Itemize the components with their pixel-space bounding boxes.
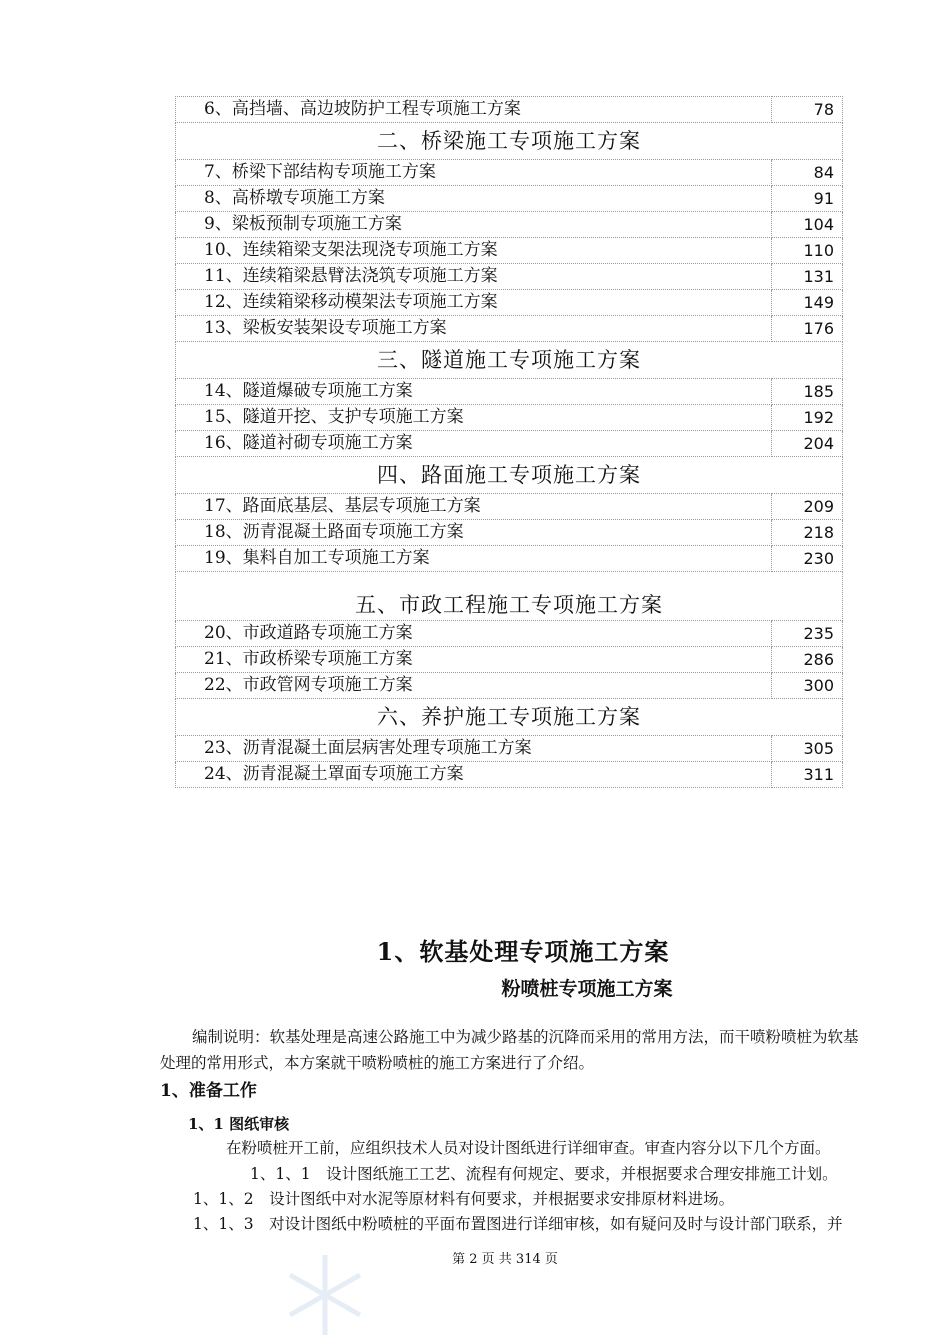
toc-entry-page: 209 xyxy=(772,494,843,520)
toc-row xyxy=(176,546,843,572)
toc-entry-title: 20、市政道路专项施工方案 xyxy=(176,621,772,647)
intro-paragraph: 编制说明：软基处理是高速公路施工中为减少路基的沉降而采用的常用方法，而干喷粉喷桩为软基处理的常用形式，本方案就干喷粉喷桩的施工方案进行了介绍。 xyxy=(160,1028,859,1072)
toc-row xyxy=(176,160,843,186)
heading-level2: 1、1 图纸审核 xyxy=(188,1115,290,1133)
toc-entry-title: 12、连续箱梁移动模架法专项施工方案 xyxy=(176,290,772,316)
toc-row xyxy=(176,621,843,647)
toc-row xyxy=(176,520,843,546)
toc-row xyxy=(176,431,843,457)
toc-entry-page: 230 xyxy=(772,546,843,572)
toc-row xyxy=(176,264,843,290)
toc-row xyxy=(176,673,843,699)
toc-table xyxy=(175,96,843,788)
toc-entry-title: 15、隧道开挖、支护专项施工方案 xyxy=(176,405,772,431)
toc-row xyxy=(176,405,843,431)
body-line: 1、1、3 对设计图纸中粉喷桩的平面布置图进行详细审核，如有疑问及时与设计部门联系，并 xyxy=(193,1215,843,1233)
toc-row xyxy=(176,379,843,405)
heading-level1: 1、准备工作 xyxy=(160,1081,257,1101)
toc-entry-page: 110 xyxy=(772,238,843,264)
toc-entry-page: 305 xyxy=(772,736,843,762)
toc-section-row xyxy=(176,123,843,160)
toc-section-heading: 六、养护施工专项施工方案 xyxy=(176,699,843,736)
toc-entry-title: 13、梁板安装架设专项施工方案 xyxy=(176,316,772,342)
toc-entry-page: 149 xyxy=(772,290,843,316)
toc-section-row xyxy=(176,342,843,379)
toc-entry-page: 185 xyxy=(772,379,843,405)
toc-entry-page: 235 xyxy=(772,621,843,647)
toc-entry-page: 204 xyxy=(772,431,843,457)
toc-entry-title: 19、集料自加工专项施工方案 xyxy=(176,546,772,572)
watermark-snowflake-icon xyxy=(280,1250,370,1344)
toc-section-row xyxy=(176,699,843,736)
toc-row xyxy=(176,212,843,238)
body-line: 1、1、2 设计图纸中对水泥等原材料有何要求，并根据要求安排原材料进场。 xyxy=(193,1190,735,1208)
toc-body xyxy=(176,97,843,788)
toc-entry-title: 14、隧道爆破专项施工方案 xyxy=(176,379,772,405)
page-footer: 第 2 页 共 314 页 xyxy=(452,1252,558,1267)
toc-row xyxy=(176,290,843,316)
section-title: 1、软基处理专项施工方案 xyxy=(376,937,670,966)
body-line: 1、1、1 设计图纸施工工艺、流程有何规定、要求，并根据要求合理安排施工计划。 xyxy=(250,1165,838,1183)
toc-section-heading: 四、路面施工专项施工方案 xyxy=(176,457,843,494)
toc-entry-page: 311 xyxy=(772,762,843,788)
toc-row xyxy=(176,186,843,212)
toc-entry-title: 24、沥青混凝土罩面专项施工方案 xyxy=(176,762,772,788)
toc-entry-title: 8、高桥墩专项施工方案 xyxy=(176,186,772,212)
toc-entry-title: 16、隧道衬砌专项施工方案 xyxy=(176,431,772,457)
toc-entry-title: 22、市政管网专项施工方案 xyxy=(176,673,772,699)
body-line: 在粉喷桩开工前，应组织技术人员对设计图纸进行详细审查。审查内容分以下几个方面。 xyxy=(226,1139,831,1157)
toc-entry-title: 9、梁板预制专项施工方案 xyxy=(176,212,772,238)
toc-entry-page: 78 xyxy=(772,97,843,123)
toc-section-row xyxy=(176,572,843,621)
toc-entry-title: 11、连续箱梁悬臂法浇筑专项施工方案 xyxy=(176,264,772,290)
toc-entry-title: 10、连续箱梁支架法现浇专项施工方案 xyxy=(176,238,772,264)
toc-entry-title: 18、沥青混凝土路面专项施工方案 xyxy=(176,520,772,546)
toc-section-heading: 五、市政工程施工专项施工方案 xyxy=(176,572,843,621)
toc-entry-page: 104 xyxy=(772,212,843,238)
toc-row xyxy=(176,736,843,762)
toc-row xyxy=(176,316,843,342)
toc-entry-page: 192 xyxy=(772,405,843,431)
toc-row xyxy=(176,494,843,520)
toc-entry-page: 91 xyxy=(772,186,843,212)
toc-entry-page: 176 xyxy=(772,316,843,342)
toc-entry-page: 286 xyxy=(772,647,843,673)
toc-entry-title: 21、市政桥梁专项施工方案 xyxy=(176,647,772,673)
toc-row xyxy=(176,97,843,123)
toc-section-row xyxy=(176,457,843,494)
toc-entry-title: 17、路面底基层、基层专项施工方案 xyxy=(176,494,772,520)
toc-entry-title: 23、沥青混凝土面层病害处理专项施工方案 xyxy=(176,736,772,762)
section-subtitle: 粉喷桩专项施工方案 xyxy=(501,978,673,1000)
toc-row xyxy=(176,647,843,673)
toc-entry-title: 6、高挡墙、高边坡防护工程专项施工方案 xyxy=(176,97,772,123)
toc-section-heading: 二、桥梁施工专项施工方案 xyxy=(176,123,843,160)
toc-row xyxy=(176,762,843,788)
toc-section-heading: 三、隧道施工专项施工方案 xyxy=(176,342,843,379)
toc-entry-page: 131 xyxy=(772,264,843,290)
toc-row xyxy=(176,238,843,264)
toc-entry-page: 84 xyxy=(772,160,843,186)
toc-entry-page: 218 xyxy=(772,520,843,546)
toc-entry-title: 7、桥梁下部结构专项施工方案 xyxy=(176,160,772,186)
toc-entry-page: 300 xyxy=(772,673,843,699)
